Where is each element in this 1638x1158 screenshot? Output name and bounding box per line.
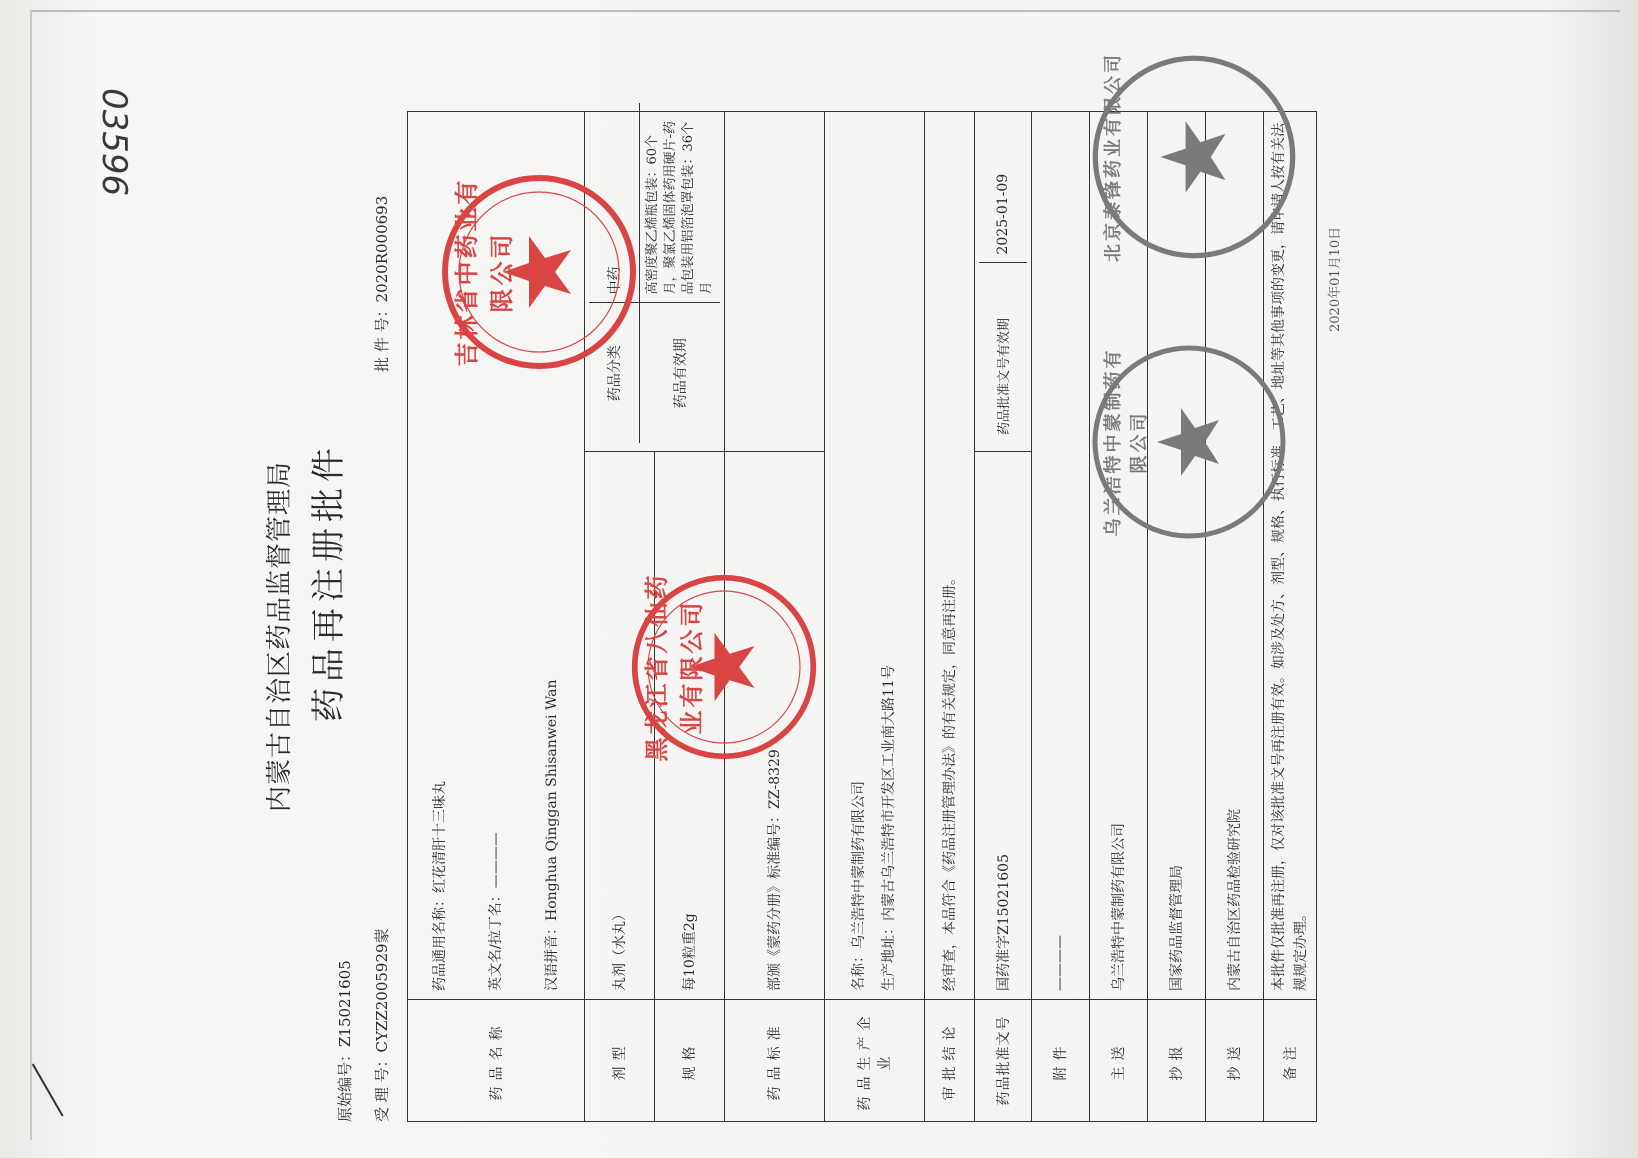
category: 中药 bbox=[589, 103, 639, 303]
conclusion: 经审查，本品符合《药品注册管理办法》的有关规定，同意再注册。 bbox=[924, 112, 974, 1000]
manufacturer-label: 药品生产企业 bbox=[824, 1000, 924, 1122]
spec-label: 规格 bbox=[654, 1000, 724, 1122]
company-seal-text: 乌兰浩特中蒙制药有限公司 bbox=[1103, 347, 1150, 537]
validity-date: 2025-01-09 bbox=[979, 103, 1027, 263]
standard-label: 药品标准 bbox=[724, 1000, 824, 1122]
report-to: 国家药品监督管理局 bbox=[1147, 112, 1205, 1000]
validity-label: 药品批准文号有效期 bbox=[979, 263, 1027, 443]
attachment-label: 附件 bbox=[1031, 1000, 1089, 1122]
english-name: 英文名/拉丁名：———— bbox=[488, 832, 504, 991]
spec: 每10粒重2g bbox=[654, 452, 724, 1000]
table-row bbox=[924, 112, 974, 1122]
handwritten-number: 03596 bbox=[94, 88, 134, 197]
copy-label: 抄送 bbox=[1205, 1000, 1263, 1122]
approval-no: 国药准字Z15021605 bbox=[974, 452, 1031, 1000]
dosage-form: 丸剂（水丸） bbox=[585, 452, 655, 1000]
red-seal-stamp-2 bbox=[439, 172, 639, 372]
validity-cell bbox=[974, 112, 1031, 452]
rotated-document bbox=[139, 52, 1519, 1142]
company-seal-stamp bbox=[1089, 342, 1289, 542]
scan-edge-top bbox=[30, 10, 1620, 12]
issuing-authority: 内蒙古自治区药品监督管理局 bbox=[265, 460, 295, 812]
remarks-label: 备注 bbox=[1263, 1000, 1316, 1122]
shelf-life: 高密度聚乙烯瓶包装：60个月，聚氯乙烯固体药用硬片-药品包装用铝箔泡罩包装：36个月 bbox=[639, 103, 720, 303]
scan-edge-left bbox=[30, 10, 32, 1140]
table-row bbox=[1263, 112, 1316, 1122]
drug-name-label: 药品名称 bbox=[408, 1000, 585, 1122]
approval-document-number: 批 件 号：2020R000693 bbox=[373, 195, 391, 372]
copy-to: 内蒙古自治区药品检验研究院 bbox=[1205, 112, 1263, 1000]
table-row bbox=[1031, 112, 1089, 1122]
red-seal-stamp-1 bbox=[629, 572, 819, 762]
document-title: 药品再注册批件 bbox=[309, 442, 349, 722]
validity-table bbox=[979, 103, 1027, 443]
acceptance-number: 受 理 号：CYZZ2005929蒙 bbox=[373, 928, 391, 1122]
conclusion-label: 审批结论 bbox=[924, 1000, 974, 1122]
main-recipient: 乌兰浩特中蒙制药有限公司 bbox=[1089, 112, 1147, 1000]
gray-seal-text: 北京泰锋药业有限公司 bbox=[1103, 52, 1124, 262]
remarks: 本批件仅批准再注册，仅对该批准文号再注册有效。如涉及处方、剂型、规格、执行标准、工艺、地址等其他事项的变更，请申请人按有关法规规定办理。 bbox=[1263, 112, 1316, 1000]
shelf-life-label: 药品有效期 bbox=[639, 303, 720, 443]
original-number: 原始编号：Z15021605 bbox=[336, 960, 354, 1122]
gray-seal-stamp bbox=[1089, 52, 1299, 262]
common-name: 药品通用名称：红花清肝十三味丸 bbox=[432, 781, 448, 991]
attachment: ———— bbox=[1031, 112, 1089, 1000]
table-row bbox=[1147, 112, 1205, 1122]
dosage-form-label: 剂型 bbox=[585, 1000, 655, 1122]
report-label: 抄报 bbox=[1147, 1000, 1205, 1122]
manufacturer-name: 名称：乌兰浩特中蒙制药有限公司 bbox=[851, 781, 867, 991]
red-seal-1-text: 黑龙江省八仙药业有限公司 bbox=[642, 572, 706, 762]
table-row bbox=[974, 112, 1031, 1122]
issue-date: 2020年01月10日 bbox=[1328, 226, 1343, 332]
manufacturer-address: 生产地址：内蒙古乌兰浩特市开发区工业南大路11号 bbox=[881, 665, 897, 991]
table-row bbox=[1205, 112, 1263, 1122]
standard-blank bbox=[724, 112, 824, 452]
red-seal-2-text: 吉林省中药业有限公司 bbox=[452, 177, 516, 367]
manufacturer-cell bbox=[824, 112, 924, 1000]
table-row bbox=[1089, 112, 1147, 1122]
category-label: 药品分类 bbox=[589, 303, 639, 443]
pinyin-name: 汉语拼音：Honghua Qinggan Shisanwei Wan bbox=[544, 679, 560, 991]
main-recipient-label: 主送 bbox=[1089, 1000, 1147, 1122]
table-row bbox=[824, 112, 924, 1122]
approval-no-label: 药品批准文号 bbox=[974, 1000, 1031, 1122]
standard: 部颁《蒙药分册》标准编号：ZZ-8329 bbox=[724, 452, 824, 1000]
